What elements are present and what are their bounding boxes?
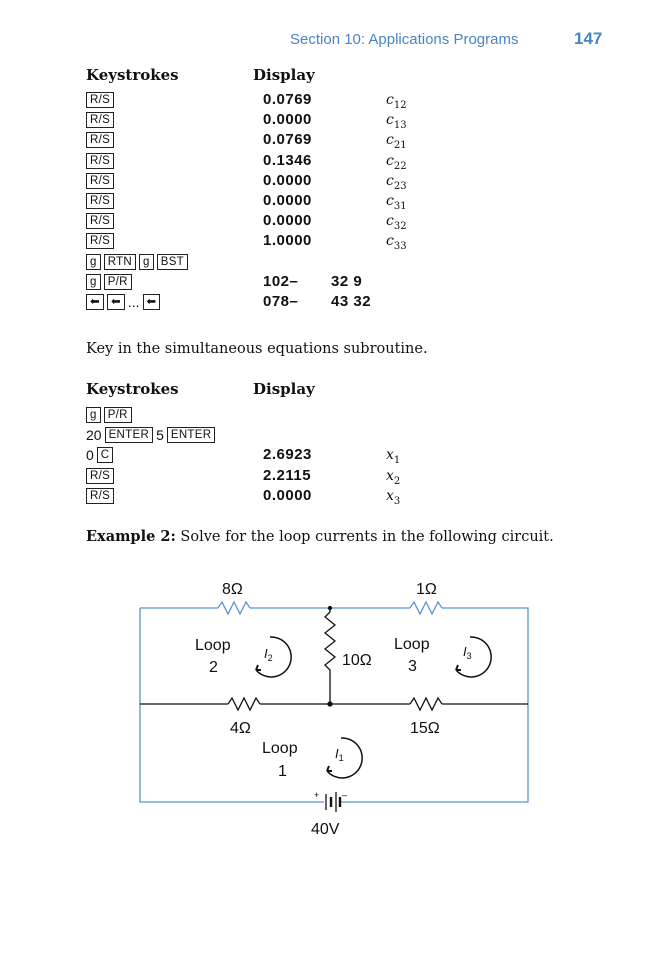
calculator-key: R/S <box>86 233 114 249</box>
instruction-text: Key in the simultaneous equations subroutine. <box>86 341 428 357</box>
variable-letter: c <box>386 152 394 169</box>
calculator-key: R/S <box>86 213 114 229</box>
variable-letter: c <box>386 112 394 129</box>
section-title: Section 10: Applications Programs <box>290 31 519 48</box>
calculator-key: R/S <box>86 92 114 108</box>
calculator-key: R/S <box>86 468 114 484</box>
i2-label: I <box>264 646 268 661</box>
i3-label: I <box>463 644 467 659</box>
label-15-ohm: 15Ω <box>410 720 440 737</box>
calculator-key: R/S <box>86 132 114 148</box>
label-4-ohm: 4Ω <box>230 720 251 737</box>
display-value: 0.0000 <box>263 212 312 230</box>
variable-subscript: 32 <box>393 220 407 232</box>
table1-display-header: Display <box>253 66 315 84</box>
loop1-word: Loop <box>262 740 298 757</box>
table2-display-header: Display <box>253 380 315 398</box>
calculator-key: P/R <box>104 274 132 290</box>
variable-letter: x <box>386 447 394 464</box>
loop3-word: Loop <box>394 636 430 653</box>
label-8-ohm: 8Ω <box>222 581 243 598</box>
variable-subscript: 23 <box>393 180 407 192</box>
display-value: 0.1346 <box>263 151 312 169</box>
keystroke-text: 0 <box>86 447 94 464</box>
variable-letter: c <box>386 92 394 108</box>
variable-letter: c <box>386 233 394 250</box>
example-text: Solve for the loop currents in the following circuit. <box>180 529 554 545</box>
variable-subscript: 12 <box>393 99 407 111</box>
calculator-key: g <box>86 274 101 290</box>
i1-sub: 1 <box>338 753 344 763</box>
loop3-arrow-icon <box>456 637 491 677</box>
table1-keystrokes-header: Keystrokes <box>86 66 179 84</box>
calculator-key: g <box>86 254 101 270</box>
calculator-key: BST <box>157 254 188 270</box>
variable-letter: c <box>386 213 394 230</box>
display-value: 0.0000 <box>263 486 312 504</box>
page-number: 147 <box>574 29 603 48</box>
variable-subscript: 13 <box>393 119 407 131</box>
display-value: 2.2115 <box>263 466 312 484</box>
loop2-num: 2 <box>209 659 218 676</box>
variable-letter: c <box>386 132 394 149</box>
calculator-key: ⬅ <box>86 294 104 310</box>
loop3-num: 3 <box>408 658 417 675</box>
label-10-ohm: 10Ω <box>342 652 372 669</box>
i1-label: I <box>335 746 339 761</box>
battery-plus-sign: + <box>314 790 320 800</box>
variable-subscript: 2 <box>393 475 401 487</box>
loop1-num: 1 <box>278 763 287 780</box>
example-label: Example 2: <box>86 528 176 545</box>
i2-sub: 2 <box>267 653 273 663</box>
calculator-key: g <box>139 254 154 270</box>
battery-minus-sign: – <box>342 790 348 800</box>
keystroke-text: 5 <box>156 427 164 444</box>
display-value: 102– <box>263 272 299 290</box>
display-keycode: 32 9 <box>331 272 363 290</box>
calculator-key: C <box>97 447 114 463</box>
keystroke-text: ... <box>127 294 140 310</box>
wire-top-right <box>346 608 528 802</box>
variable-subscript: 33 <box>393 241 407 253</box>
variable-subscript: 3 <box>393 495 401 507</box>
calculator-key: RTN <box>104 254 136 270</box>
calculator-key: ⬅ <box>143 294 161 310</box>
keystroke-text: 20 <box>86 427 102 444</box>
svg-text:I1 <box>335 746 344 763</box>
table2-keystrokes-header: Keystrokes <box>86 380 179 398</box>
variable-subscript: 31 <box>393 200 407 212</box>
display-value: 0.0000 <box>263 171 312 189</box>
resistor-10-ohm <box>325 612 335 704</box>
loop2-word: Loop <box>195 637 231 654</box>
display-value: 0.0769 <box>263 131 312 149</box>
variable-subscript: 22 <box>393 160 407 172</box>
calculator-key: ENTER <box>167 427 215 443</box>
calculator-key: P/R <box>104 407 132 423</box>
display-value: 078– <box>263 293 299 310</box>
i3-sub: 3 <box>466 651 472 661</box>
display-keycode: 43 32 <box>331 293 372 310</box>
calculator-key: R/S <box>86 193 114 209</box>
variable-letter: c <box>386 172 394 189</box>
display-value: 0.0769 <box>263 91 312 108</box>
display-value: 0.0000 <box>263 192 312 209</box>
display-value: 1.0000 <box>263 232 312 250</box>
resistor-1-ohm <box>410 602 442 614</box>
junction-dot-top <box>329 607 332 610</box>
calculator-key: R/S <box>86 153 114 169</box>
resistor-8-ohm <box>218 602 250 614</box>
loop2-arrow-icon <box>256 637 291 677</box>
variable-letter: x <box>386 487 394 504</box>
calculator-key: R/S <box>86 488 114 504</box>
display-value: 0.0000 <box>263 111 312 129</box>
svg-text:I3 <box>463 644 472 661</box>
display-value: 2.6923 <box>263 446 312 464</box>
battery-label: 40V <box>311 821 340 838</box>
loop1-arrow-icon <box>327 738 362 778</box>
calculator-key: ENTER <box>105 427 153 443</box>
junction-dot <box>328 702 332 706</box>
calculator-key: R/S <box>86 173 114 189</box>
resistor-4-ohm <box>228 698 260 710</box>
variable-subscript: 1 <box>393 455 401 467</box>
variable-letter: x <box>386 467 394 484</box>
variable-letter: c <box>386 193 394 209</box>
calculator-key: R/S <box>86 112 114 128</box>
svg-text:I2 <box>264 646 273 663</box>
resistor-15-ohm <box>410 698 442 710</box>
calculator-key: g <box>86 407 101 423</box>
label-1-ohm: 1Ω <box>416 581 437 598</box>
calculator-key: ⬅ <box>107 294 125 310</box>
variable-subscript: 21 <box>393 140 407 152</box>
